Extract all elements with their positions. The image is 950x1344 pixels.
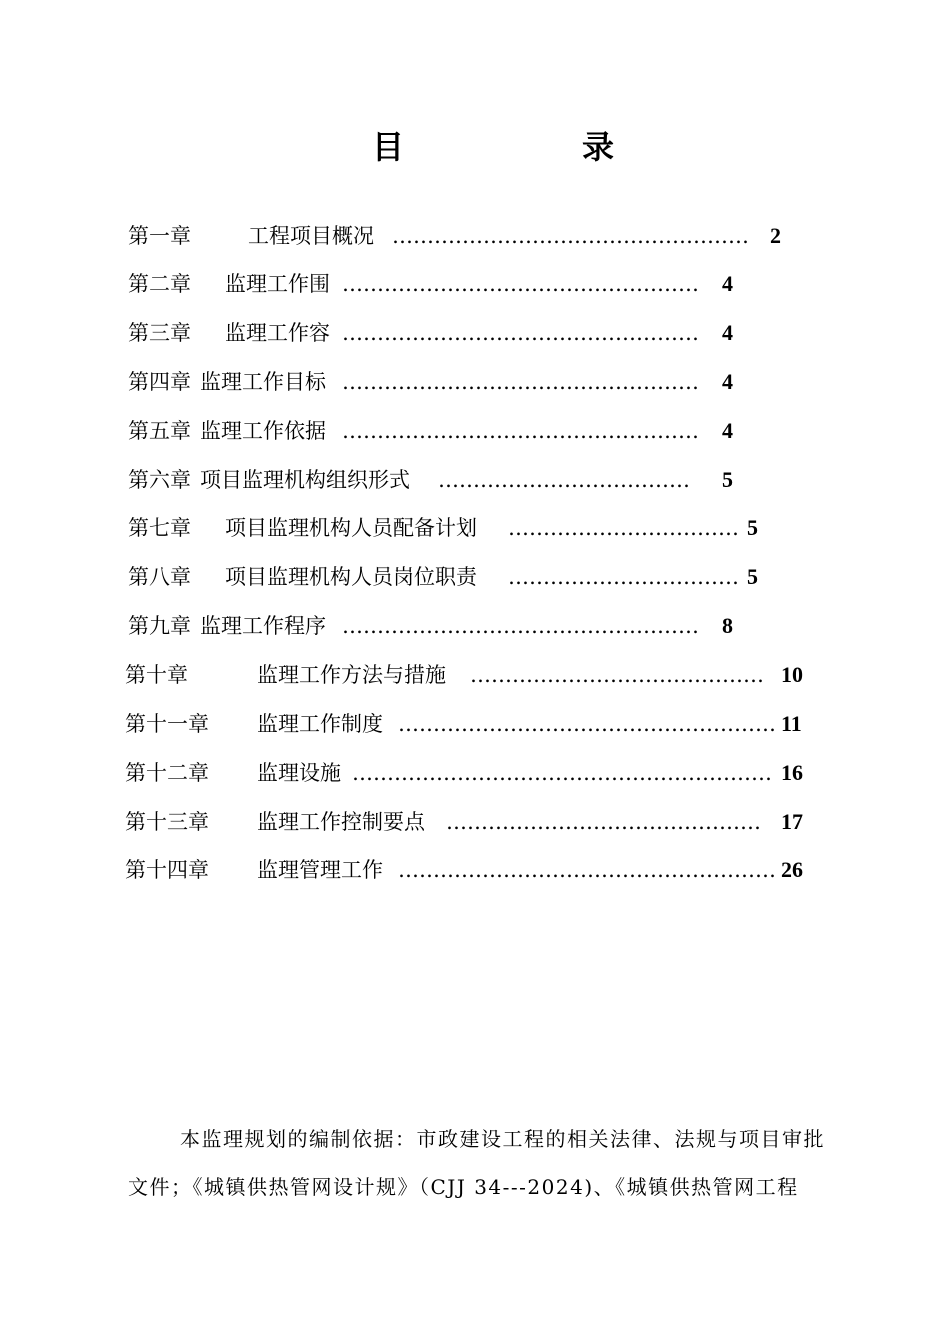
toc-chapter-number: 第六章 bbox=[128, 468, 191, 492]
toc-chapter-number: 第二章 bbox=[128, 272, 191, 296]
paragraph-line-2: 文件；《城镇供热管网设计规》（CJJ 34---2024)、《城镇供热管网工程 bbox=[128, 1175, 799, 1199]
toc-page-number: 4 bbox=[722, 369, 733, 394]
toc-page-number: 16 bbox=[781, 760, 803, 785]
toc-chapter-number: 第十二章 bbox=[125, 761, 209, 785]
toc-entry[interactable] bbox=[0, 317, 950, 349]
toc-chapter-title: 监理工作程序 bbox=[200, 614, 326, 638]
toc-page-number: 26 bbox=[781, 857, 803, 882]
toc-chapter-number: 第十四章 bbox=[125, 858, 209, 882]
toc-entry[interactable] bbox=[0, 708, 950, 740]
toc-leader-dots: ……………………………………………… bbox=[398, 712, 776, 736]
toc-entry[interactable] bbox=[0, 220, 950, 252]
toc-entry[interactable] bbox=[0, 512, 950, 544]
toc-chapter-number: 第七章 bbox=[128, 516, 191, 540]
toc-entry[interactable] bbox=[0, 366, 950, 398]
toc-entry[interactable] bbox=[0, 757, 950, 789]
toc-leader-dots: …………………………………………… bbox=[342, 272, 699, 296]
toc-chapter-number: 第十一章 bbox=[125, 712, 209, 736]
title-char-1: 目 bbox=[372, 128, 405, 166]
toc-entry[interactable] bbox=[0, 854, 950, 886]
body-paragraph bbox=[128, 1116, 868, 1210]
toc-chapter-title: 监理工作围 bbox=[225, 272, 330, 296]
toc-chapter-title: 项目监理机构人员岗位职责 bbox=[225, 565, 477, 589]
toc-leader-dots: ……………………………………………… bbox=[398, 858, 776, 882]
toc-leader-dots: …………………………………………… bbox=[342, 614, 699, 638]
toc-entry[interactable] bbox=[0, 806, 950, 838]
toc-page-number: 2 bbox=[770, 223, 781, 248]
toc-leader-dots: ……………………………… bbox=[438, 468, 690, 492]
toc-page-number: 10 bbox=[781, 662, 803, 687]
toc-page-number: 11 bbox=[781, 711, 802, 736]
toc-page-number: 4 bbox=[722, 418, 733, 443]
toc-chapter-title: 监理工作依据 bbox=[200, 419, 326, 443]
toc-chapter-number: 第八章 bbox=[128, 565, 191, 589]
toc-chapter-number: 第九章 bbox=[128, 614, 191, 638]
toc-chapter-title: 项目监理机构人员配备计划 bbox=[225, 516, 477, 540]
title-char-2: 录 bbox=[582, 128, 615, 166]
toc-page-number: 4 bbox=[722, 320, 733, 345]
toc-leader-dots: …………………………………………………… bbox=[352, 761, 772, 785]
toc-page-number: 4 bbox=[722, 271, 733, 296]
toc-chapter-title: 监理工作控制要点 bbox=[257, 810, 425, 834]
toc-chapter-number: 第四章 bbox=[128, 370, 191, 394]
toc-chapter-title: 监理管理工作 bbox=[257, 858, 383, 882]
toc-entry[interactable] bbox=[0, 268, 950, 300]
toc-chapter-number: 第十三章 bbox=[125, 810, 209, 834]
toc-chapter-title: 监理工作方法与措施 bbox=[257, 663, 446, 687]
toc-chapter-title: 监理工作容 bbox=[225, 321, 330, 345]
toc-leader-dots: ……………………………………… bbox=[446, 810, 761, 834]
toc-page-number: 5 bbox=[722, 467, 733, 492]
toc-chapter-number: 第三章 bbox=[128, 321, 191, 345]
paragraph-line-1: 本监理规划的编制依据：市政建设工程的相关法律、法规与项目审批 bbox=[180, 1127, 825, 1151]
toc-leader-dots: …………………………………………… bbox=[392, 224, 749, 248]
toc-leader-dots: …………………………… bbox=[508, 516, 739, 540]
toc-entry[interactable] bbox=[0, 415, 950, 447]
toc-chapter-title: 监理工作目标 bbox=[200, 370, 326, 394]
toc-leader-dots: …………………………………………… bbox=[342, 419, 699, 443]
toc-leader-dots: …………………………………………… bbox=[342, 321, 699, 345]
toc-page-number: 17 bbox=[781, 809, 803, 834]
toc-entry[interactable] bbox=[0, 659, 950, 691]
toc-entry[interactable] bbox=[0, 610, 950, 642]
toc-page-number: 8 bbox=[722, 613, 733, 638]
toc-chapter-number: 第一章 bbox=[128, 224, 191, 248]
toc-chapter-number: 第十章 bbox=[125, 663, 188, 687]
toc-leader-dots: …………………………………… bbox=[470, 663, 764, 687]
toc-chapter-title: 监理工作制度 bbox=[257, 712, 383, 736]
toc-chapter-title: 监理设施 bbox=[257, 761, 341, 785]
toc-entry[interactable] bbox=[0, 561, 950, 593]
toc-chapter-title: 项目监理机构组织形式 bbox=[200, 468, 410, 492]
toc-entry[interactable] bbox=[0, 464, 950, 496]
toc-page-number: 5 bbox=[747, 515, 758, 540]
toc-leader-dots: …………………………………………… bbox=[342, 370, 699, 394]
toc-chapter-title: 工程项目概况 bbox=[248, 224, 374, 248]
toc-page-number: 5 bbox=[747, 564, 758, 589]
toc-leader-dots: …………………………… bbox=[508, 565, 739, 589]
toc-chapter-number: 第五章 bbox=[128, 419, 191, 443]
